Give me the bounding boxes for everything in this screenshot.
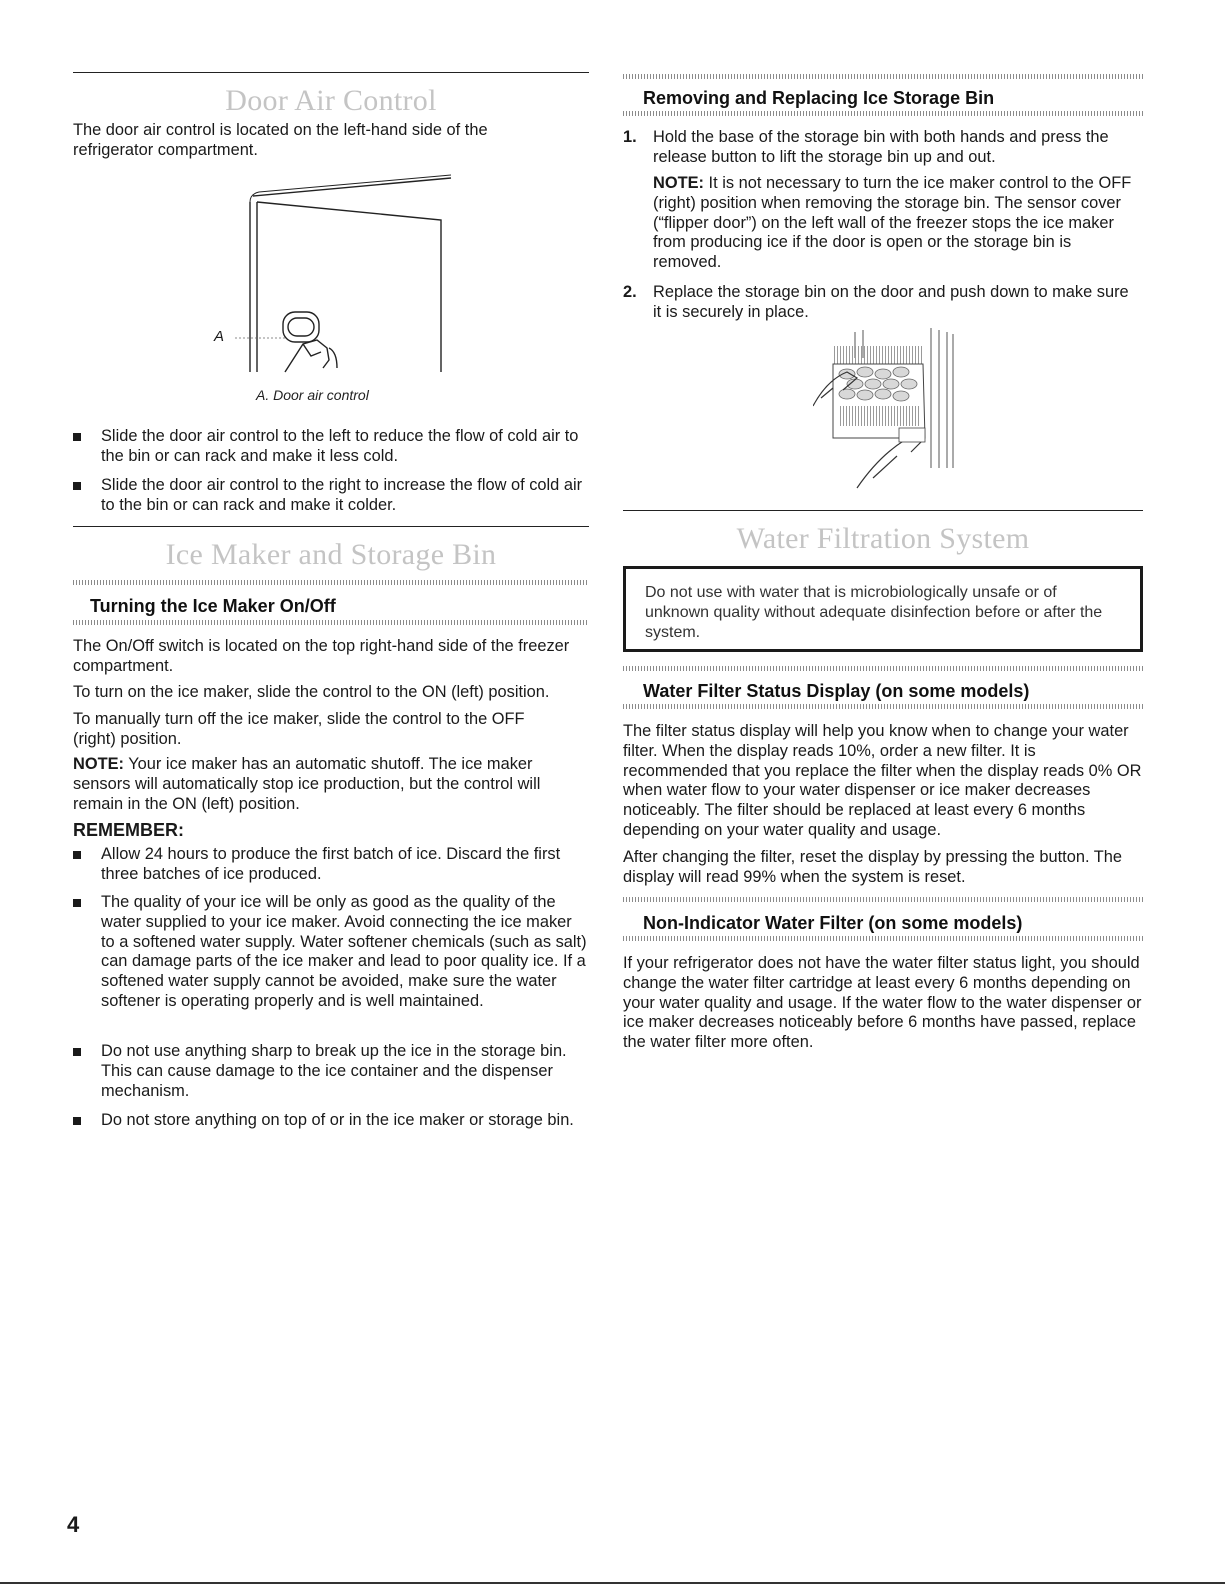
- turning-ice-maker-subheading: Turning the Ice Maker On/Off: [90, 596, 336, 616]
- water-filtration-heading: Water Filtration System: [736, 522, 1030, 555]
- page-number: 4: [67, 1512, 80, 1537]
- section-rule: [623, 510, 1143, 511]
- ice-maker-p2: To turn on the ice maker, slide the control to the ON (left) position.: [73, 683, 550, 701]
- bin-note: NOTE: It is not necessary to turn the ice maker control to the OFF (right) position when removing the storage bin. The sensor cover (“flipper door”) on the left wall of the freezer stops the ice maker from producing ice if the door is open or the storage bin is removed.: [653, 174, 1132, 272]
- filter-status-p1: The filter status display will help you know when to change your water filter. When the display reads 10%, order a new filter. It is recommended that you replace the filter when the display reads 0% OR when water flow to your water dispenser or ice maker decreases noticeably. The filter should be replaced at least every 6 months depending on your water quality and usage.: [623, 722, 1142, 839]
- list-item: Do not store anything on top of or in the ice maker or storage bin.: [73, 1111, 589, 1151]
- door-air-intro: The door air control is located on the left-hand side of the refrigerator compartment.: [73, 121, 488, 159]
- warning-box: Do not use with water that is microbiologically unsafe or of unknown quality without adequate disinfection before or after the system.: [623, 566, 1143, 652]
- bullet-square-icon: [73, 433, 81, 441]
- hatch-divider: [623, 666, 1143, 671]
- ice-maker-note: NOTE: Your ice maker has an automatic shutoff. The ice maker sensors will automatically stop ice production, but the control will remain in the ON (left) position.: [73, 755, 541, 813]
- figure-callout-label: A: [214, 328, 225, 345]
- ice-maker-p1: The On/Off switch is located on the top right-hand side of the freezer compartment.: [73, 637, 570, 675]
- hatch-divider: [623, 111, 1143, 116]
- page-bottom-rule: [0, 1582, 1225, 1584]
- list-item: Do not use anything sharp to break up the ice in the storage bin. This can cause damage to the ice container and the dispenser mechanism.: [73, 1042, 589, 1102]
- hatch-divider: [73, 580, 589, 585]
- list-item: Allow 24 hours to produce the first batch of ice. Discard the first three batches of ice produced.: [73, 845, 589, 885]
- bullet-square-icon: [73, 1048, 81, 1056]
- list-item: The quality of your ice will be only as good as the quality of the water supplied to your ice maker. Avoid connecting the ice maker to a softened water supply. Water softener chemicals (such as salt) can damage parts of the ice maker and lead to poor quality ice. If a softened water supply cannot be avoided, make sure the water softener is operating properly and is well maintained.: [73, 893, 589, 1033]
- non-indicator-subheading: Non-Indicator Water Filter (on some models): [643, 913, 1023, 933]
- section-rule: [73, 526, 589, 527]
- hatch-divider: [623, 704, 1143, 709]
- filter-status-subheading: Water Filter Status Display (on some models): [643, 681, 1030, 701]
- bullet-square-icon: [73, 851, 81, 859]
- hatch-divider: [73, 620, 589, 625]
- ice-maker-p3: To manually turn off the ice maker, slide the control to the OFF (right) position.: [73, 710, 525, 748]
- list-item: 2. Replace the storage bin on the door and push down to make sure it is securely in place.: [623, 283, 1129, 321]
- figure-caption: A. Door air control: [256, 387, 369, 403]
- remember-heading: REMEMBER:: [73, 820, 184, 840]
- section-rule: [73, 72, 589, 73]
- filter-status-p2: After changing the filter, reset the display by pressing the button. The display will read 99% when the system is reset.: [623, 848, 1123, 886]
- ice-maker-heading: Ice Maker and Storage Bin: [165, 538, 497, 571]
- door-air-control-illustration: [203, 172, 463, 382]
- non-indicator-p: If your refrigerator does not have the water filter status light, you should change the water filter cartridge at least every 6 months depending on your water quality and usage. If the water flow to the water dispenser or ice maker decreases noticeably before 6 months have passed, replace the water filter more often.: [623, 954, 1142, 1052]
- door-air-control-heading: Door Air Control: [225, 84, 437, 117]
- hatch-divider: [623, 74, 1143, 79]
- hatch-divider: [623, 936, 1143, 941]
- list-item: Slide the door air control to the right to increase the flow of cold air to the bin or can rack and make it colder.: [73, 476, 589, 516]
- bullet-square-icon: [73, 482, 81, 490]
- hatch-divider: [623, 897, 1143, 902]
- removing-bin-subheading: Removing and Replacing Ice Storage Bin: [643, 88, 995, 108]
- bullet-square-icon: [73, 1117, 81, 1125]
- bullet-square-icon: [73, 899, 81, 907]
- list-item: Slide the door air control to the left to reduce the flow of cold air to the bin or can rack and make it less cold.: [73, 427, 589, 467]
- list-item: 1. Hold the base of the storage bin with both hands and press the release button to lift the storage bin up and out.: [623, 128, 1109, 166]
- ice-bin-illustration: [813, 328, 963, 490]
